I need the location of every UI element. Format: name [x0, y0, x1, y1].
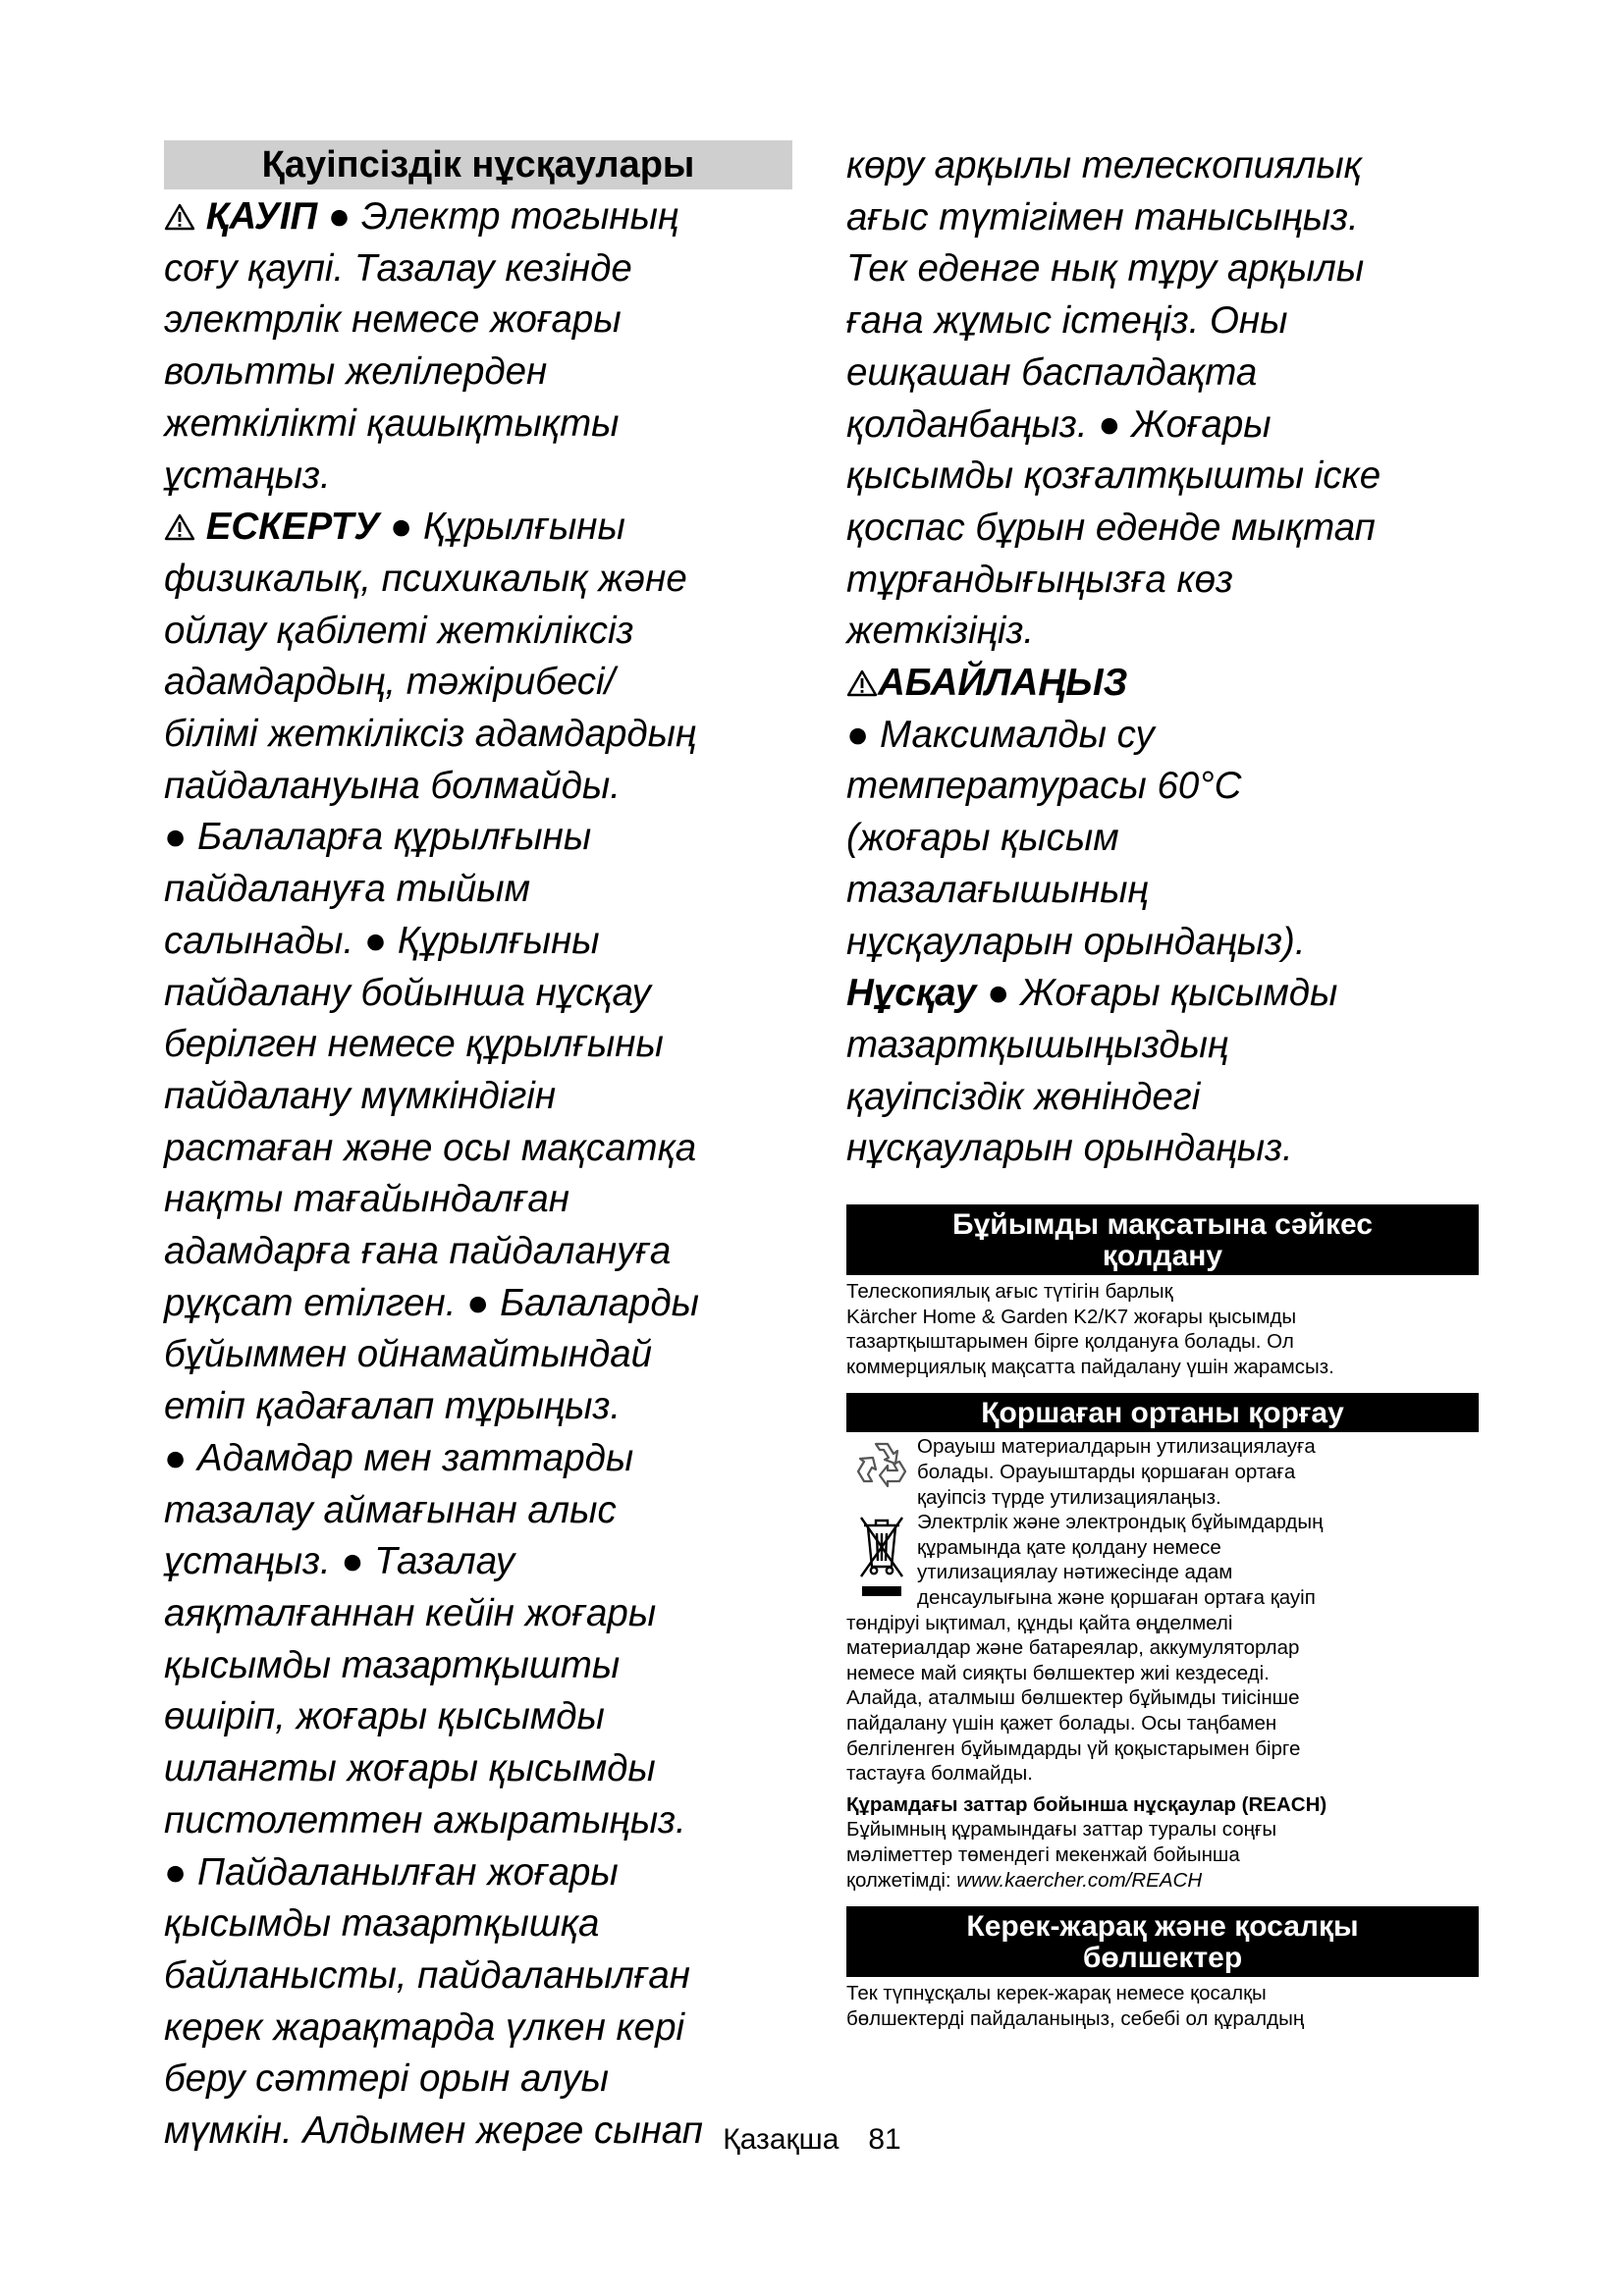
warning-line: физикалық, психикалық және	[164, 557, 687, 600]
intended-use-heading	[846, 1204, 1479, 1275]
danger-notice	[164, 191, 792, 502]
warning-line: байланысты, пайдаланылған	[164, 1953, 690, 1997]
reach-line: қолжетімді:	[846, 1868, 957, 1892]
continuation-line: қоспас бұрын еденде мықтап	[846, 506, 1376, 549]
reach-link[interactable]: www.kaercher.com/REACH	[956, 1868, 1203, 1892]
intended-use-text	[846, 1279, 1479, 1379]
weee-line: құрамында қате қолдану немесе	[917, 1535, 1221, 1559]
accessories-heading	[846, 1906, 1479, 1977]
continuation-line: жеткізіңіз.	[846, 610, 1035, 653]
accessories-heading-line: бөлшектер	[1082, 1942, 1243, 1975]
warning-line: ● Құрылғыны	[390, 506, 625, 549]
warning-line: адамдарға ғана пайдалануға	[164, 1230, 672, 1273]
continuation-line: қолданбаңыз. ● Жоғары	[846, 402, 1272, 446]
weee-line: пайдалану үшін қажет болады. Осы таңбамен	[846, 1711, 1277, 1735]
environment-heading: Қоршаған ортаны қорғау	[846, 1393, 1479, 1432]
accessories-text	[846, 1981, 1479, 2031]
left-column	[164, 140, 792, 2158]
danger-line: электрлік немесе жоғары	[164, 298, 622, 342]
caution-line: температурасы 60°C	[846, 765, 1242, 808]
intended-use-line: Телескопиялық ағыс түтігін барлық	[846, 1280, 1173, 1304]
crossed-out-bin-icon	[846, 1510, 917, 1608]
accessories-line: бөлшектерді пайдаланыңыз, себебі ол құралдың	[846, 2006, 1305, 2030]
danger-line: соғу қаупі. Тазалау кезінде	[164, 246, 632, 290]
warning-line: ойлау қабілеті жеткіліксіз	[164, 609, 634, 652]
weee-line: төндіруі ықтимал, құнды қайта өңделмелі	[846, 1611, 1233, 1634]
warning-line: пайдалануға тыйым	[164, 868, 531, 911]
warning-line: берілген немесе құрылғыны	[164, 1023, 664, 1066]
recycling-text	[917, 1434, 1316, 1510]
continuation-line: көру арқылы телескопиялық	[846, 144, 1362, 187]
warning-notice	[164, 502, 792, 2158]
warning-line: аяқталғаннан кейін жоғары	[164, 1591, 657, 1634]
warning-continuation	[846, 140, 1479, 658]
warning-line: ● Балаларға құрылғыны	[164, 816, 592, 859]
page-number: 81	[868, 2123, 901, 2156]
warning-line: қысымды тазартқышты	[164, 1643, 621, 1686]
warning-triangle-icon	[164, 195, 195, 238]
warning-line: пистолеттен ажыратыңыз.	[164, 1798, 686, 1842]
warning-triangle-icon	[164, 506, 195, 548]
weee-line: немесе май сияқты бөлшектер жиі кездеседі.	[846, 1661, 1270, 1684]
danger-label: ҚАУІП	[205, 195, 318, 238]
weee-line: утилизациялау нәтижесінде адам	[917, 1561, 1233, 1584]
caution-line: (жоғары қысым	[846, 817, 1119, 860]
continuation-line: ешқашан баспалдақта	[846, 350, 1258, 394]
accessories-line: Тек түпнұсқалы керек-жарақ немесе қосалқы	[846, 1982, 1267, 2005]
warning-triangle-icon	[846, 662, 878, 704]
warning-line: рұқсат етілген. ● Балаларды	[164, 1281, 699, 1324]
continuation-line: ғана жұмыс істеңіз. Оны	[846, 299, 1288, 343]
note-label: Нұсқау	[846, 972, 977, 1015]
caution-line: тазалағышының	[846, 868, 1149, 911]
danger-line: ұстаңыз.	[164, 454, 331, 497]
intended-use-heading-line: қолдану	[1102, 1240, 1223, 1273]
safety-instructions-heading: Қауіпсіздік нұсқаулары	[164, 140, 792, 189]
recycling-block	[846, 1434, 1479, 1510]
warning-line: растаған және осы мақсатқа	[164, 1126, 697, 1169]
continuation-line: ағыс түтігімен танысыңыз.	[846, 195, 1359, 239]
warning-line: ● Адамдар мен заттарды	[164, 1436, 634, 1479]
recycling-line: болады. Орауыштарды қоршаған ортаға	[917, 1461, 1296, 1484]
note-line: тазартқышыңыздың	[846, 1023, 1229, 1066]
warning-line: ● Пайдаланылған жоғары	[164, 1850, 619, 1894]
reach-line: Бұйымның құрамындағы заттар туралы соңғы	[846, 1818, 1277, 1842]
caution-line: нұсқауларын орындаңыз).	[846, 920, 1306, 963]
caution-label: АБАЙЛАҢЫЗ	[878, 662, 1128, 705]
warning-line: пайдалану бойынша нұсқау	[164, 971, 651, 1014]
note-line: қауіпсіздік жөніндегі	[846, 1075, 1201, 1118]
warning-label: ЕСКЕРТУ	[205, 506, 380, 549]
note-notice	[846, 968, 1479, 1175]
warning-line: ұстаңыз. ● Тазалау	[164, 1540, 515, 1583]
weee-text	[846, 1611, 1479, 1787]
caution-line: ● Максималды су	[846, 713, 1155, 756]
warning-line: мүмкін. Алдымен жерге сынап	[164, 2109, 703, 2153]
warning-line: пайдалану мүмкіндігін	[164, 1074, 557, 1117]
warning-line: адамдардың, тәжірибесі/	[164, 661, 616, 704]
weee-line: денсаулығына және қоршаған ортаға қауіп	[917, 1586, 1316, 1609]
weee-block	[846, 1510, 1479, 1610]
caution-notice	[846, 658, 1479, 968]
reach-section	[846, 1792, 1479, 1893]
continuation-line: Тек еденге нық тұру арқылы	[846, 247, 1365, 291]
danger-line: вольтты желілерден	[164, 350, 548, 394]
warning-line: беру сәттері орын алуы	[164, 2057, 609, 2101]
intended-use-line: Kärcher Home & Garden K2/K7 жоғары қысымды	[846, 1305, 1297, 1328]
reach-line: мәліметтер төмендегі мекенжай бойынша	[846, 1842, 1240, 1866]
warning-line: керек жарақтарда үлкен кері	[164, 2005, 685, 2049]
warning-line: шлангты жоғары қысымды	[164, 1747, 656, 1790]
weee-line: тастауға болмайды.	[846, 1762, 1033, 1786]
warning-line: етіп қадағалап тұрыңыз.	[164, 1385, 622, 1428]
warning-line: пайдалануына болмайды.	[164, 764, 621, 807]
warning-line: өшіріп, жоғары қысымды	[164, 1695, 605, 1738]
weee-line: Электрлік және электрондық бұйымдардың	[917, 1511, 1324, 1534]
weee-line: материалдар және батареялар, аккумуляторлар	[846, 1636, 1300, 1660]
warning-line: салынады. ● Құрылғыны	[164, 919, 600, 962]
intended-use-line: коммерциялық мақсатта пайдалану үшін жарамсыз.	[846, 1355, 1334, 1378]
accessories-heading-line: Керек-жарақ және қосалқы	[966, 1910, 1359, 1944]
weee-icon-text	[917, 1510, 1323, 1610]
warning-line: қысымды тазартқышқа	[164, 1902, 600, 1946]
weee-line: Алайда, аталмыш бөлшектер бұйымды тиісінше	[846, 1686, 1300, 1710]
warning-line: тазалау аймағынан алыс	[164, 1488, 617, 1531]
intended-use-heading-line: Бұйымды мақсатына сәйкес	[952, 1208, 1373, 1242]
page-footer	[0, 2122, 1624, 2158]
recycling-line: Орауыш материалдарын утилизациялауға	[917, 1435, 1316, 1459]
recycling-line: қауіпсіз түрде утилизациялаңыз.	[917, 1485, 1221, 1509]
continuation-line: тұрғандығыңызға көз	[846, 558, 1233, 601]
danger-line: ● Электр тогының	[327, 195, 679, 238]
danger-line: жеткілікті қашықтықты	[164, 401, 620, 445]
weee-line: белгіленген бұйымдарды үй қоқыстарымен бірге	[846, 1736, 1301, 1760]
recycling-icon	[846, 1434, 917, 1489]
warning-line: білімі жеткіліксіз адамдардың	[164, 713, 697, 756]
note-line: ● Жоғары қысымды	[987, 972, 1338, 1015]
note-line: нұсқауларын орындаңыз.	[846, 1127, 1293, 1170]
warning-line: нақты тағайындалған	[164, 1178, 569, 1221]
footer-language: Қазақша	[723, 2123, 839, 2156]
right-column	[846, 140, 1479, 2031]
continuation-line: қысымды қозғалтқышты іске	[846, 454, 1381, 498]
reach-title: Құрамдағы заттар бойынша нұсқаулар (REACH)	[846, 1792, 1327, 1816]
warning-line: бұйыммен ойнамайтындай	[164, 1333, 653, 1376]
intended-use-line: тазартқыштарымен бірге қолдануға болады. Ол	[846, 1330, 1294, 1354]
